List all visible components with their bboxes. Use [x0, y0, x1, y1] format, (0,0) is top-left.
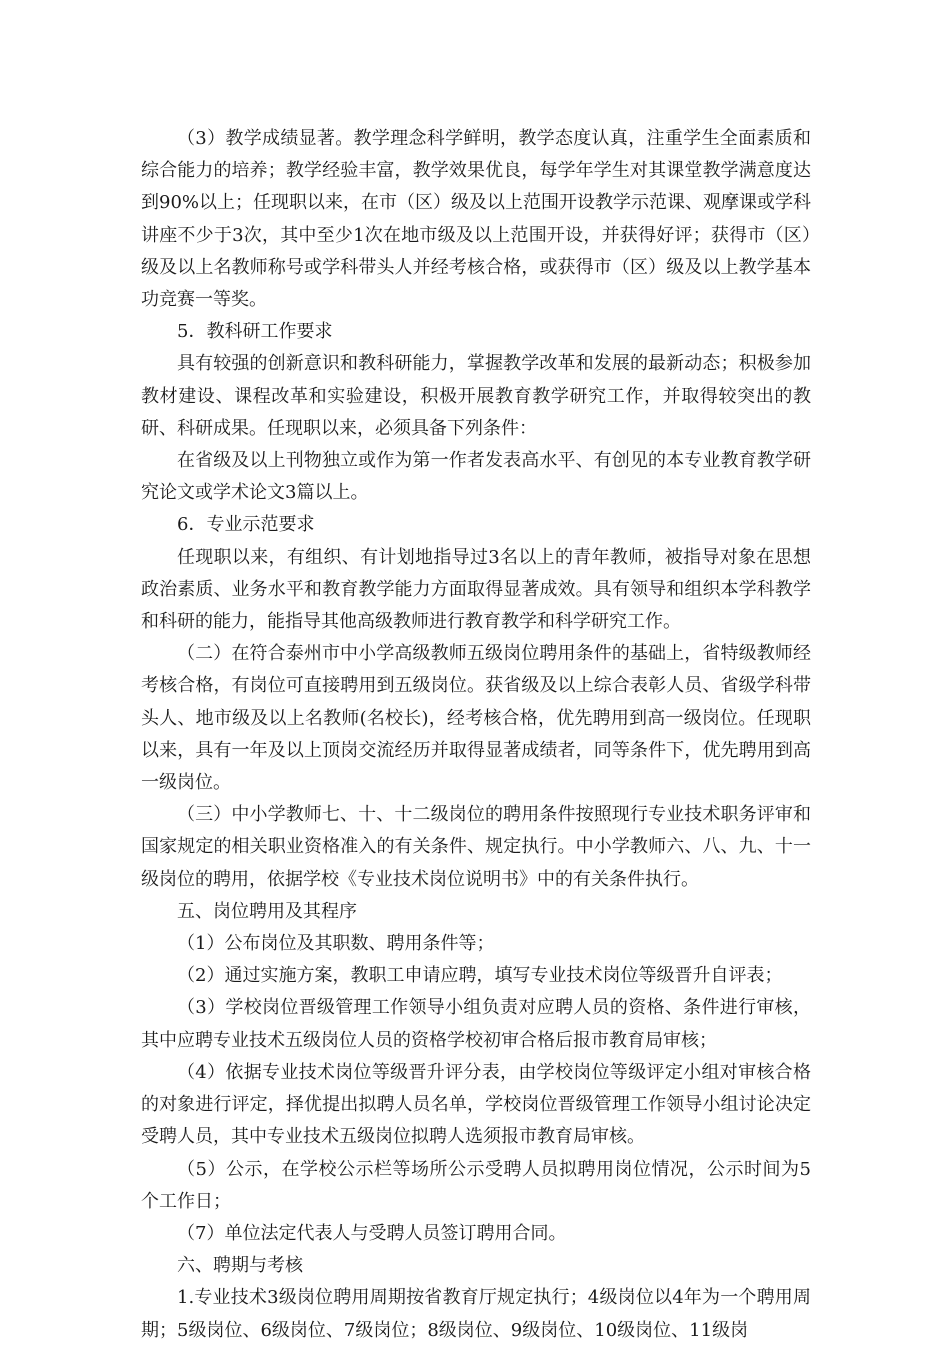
procedure-step-2: （2）通过实施方案，教职工申请应聘，填写专业技术岗位等级晋升自评表； [177, 965, 783, 987]
heading-research-requirements: 5．教科研工作要求 [177, 321, 333, 343]
document-body [141, 123, 811, 1347]
heading-demonstration-requirements: 6．专业示范要求 [177, 514, 315, 536]
procedure-step-5: （5）公示，在学校公示栏等场所公示受聘人员拟聘用岗位情况，公示时间为5个工作日； [141, 1158, 811, 1212]
paragraph-appointment-terms: 1.专业技术3级岗位聘用周期按省教育厅规定执行；4级岗位以4年为一个聘用周期；5级岗位、6级岗位、7级岗位；8级岗位、9级岗位、10级岗位、11级岗 [141, 1287, 811, 1341]
paragraph-special-teachers: （二）在符合泰州市中小学高级教师五级岗位聘用条件的基础上，省特级教师经考核合格，有岗位可直接聘用到五级岗位。获省级及以上综合表彰人员、省级学科带头人、地市级及以上名教师(名校长)，经考核合格，优先聘用到高一级岗位。任现职以来，具有一年及以上顶岗交流经历并取得显著成绩者，同等条件下，优先聘用到高一级岗位。 [141, 643, 811, 794]
paragraph-publication-requirement: 在省级及以上刊物独立或作为第一作者发表高水平、有创见的本专业教育教学研究论文或学术论文3篇以上。 [141, 450, 811, 504]
heading-appointment-procedure: 五、岗位聘用及其程序 [177, 900, 357, 922]
heading-term-and-assessment: 六、聘期与考核 [177, 1255, 303, 1277]
paragraph-research-ability: 具有较强的创新意识和教科研能力，掌握教学改革和发展的最新动态；积极参加教材建设、课程改革和实验建设，积极开展教育教学研究工作，并取得较突出的教研、科研成果。任现职以来，必须具备下列条件： [141, 353, 811, 439]
paragraph-mentoring: 任现职以来，有组织、有计划地指导过3名以上的青年教师，被指导对象在思想政治素质、业务水平和教育教学能力方面取得显著成效。具有领导和组织本学科教学和科研的能力，能指导其他高级教师进行教育教学和科学研究工作。 [141, 546, 811, 633]
paragraph-teaching-results: （3）教学成绩显著。教学理念科学鲜明，教学态度认真，注重学生全面素质和综合能力的培养；教学经验丰富，教学效果优良，每学年学生对其课堂教学满意度达到90%以上；任现职以来，在市（区）级及以上范围开设教学示范课、观摩课或学科讲座不少于3次，其中至少1次在地市级及以上范围开设，并获得好评；获得市（区）级及以上名教师称号或学科带头人并经考核合格，或获得市（区）级及以上教学基本功竞赛一等奖。 [141, 128, 812, 311]
procedure-step-4: （4）依据专业技术岗位等级晋升评分表，由学校岗位等级评定小组对审核合格的对象进行评定，择优提出拟聘人员名单，学校岗位晋级管理工作领导小组讨论决定受聘人员，其中专业技术五级岗位拟聘人选须报市教育局审核。 [141, 1061, 811, 1148]
procedure-step-7: （7）单位法定代表人与受聘人员签订聘用合同。 [177, 1222, 567, 1244]
paragraph-other-levels: （三）中小学教师七、十、十二级岗位的聘用条件按照现行专业技术职务评审和国家规定的相关职业资格准入的有关条件、规定执行。中小学教师六、八、九、十一级岗位的聘用，依据学校《专业技术岗位说明书》中的有关条件执行。 [141, 804, 811, 890]
procedure-step-3: （3）学校岗位晋级管理工作领导小组负责对应聘人员的资格、条件进行审核，其中应聘专业技术五级岗位人员的资格学校初审合格后报市教育局审核； [141, 997, 811, 1051]
procedure-step-1: （1）公布岗位及其职数、聘用条件等； [177, 933, 495, 955]
